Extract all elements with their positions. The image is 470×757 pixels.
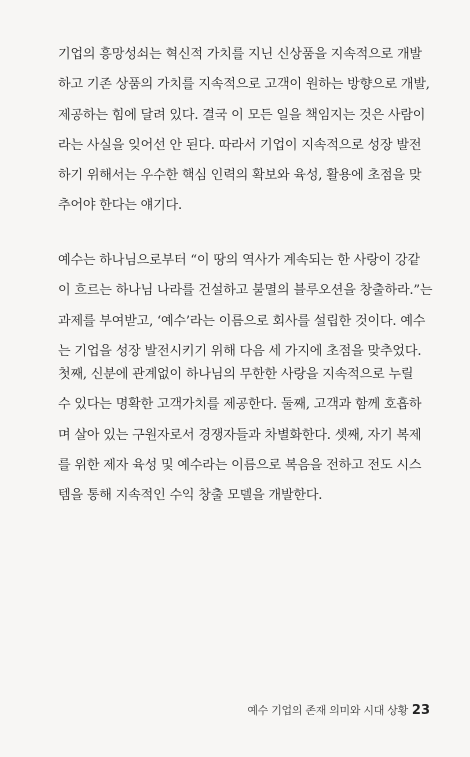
paragraph-1 — [58, 40, 442, 222]
text-line: 제공하는 힘에 달려 있다. 결국 이 모든 일을 책임지는 것은 사람이 — [58, 107, 426, 123]
text-line: 는 기업을 성장 발전시키기 위해 다음 세 가지에 초점을 맞추었다. — [58, 343, 422, 359]
text-line: 이 흐르는 하나님 나라를 건설하고 불멸의 블루오션을 창출하라.”는 — [58, 283, 433, 299]
text-line: 라는 사실을 잊어선 안 된다. 따라서 기업이 지속적으로 성장 발전 — [58, 137, 422, 153]
text-line: 를 위한 제자 육성 및 예수라는 이름으로 복음을 전하고 전도 시스 — [58, 457, 422, 473]
paragraph-3 — [58, 360, 442, 511]
text-line: 템을 통해 지속적인 수익 창출 모델을 개발한다. — [58, 488, 323, 504]
text-line: 예수는 하나님으로부터 “이 땅의 역사가 계속되는 한 사랑이 강같 — [58, 253, 420, 268]
text-line: 첫째, 신분에 관계없이 하나님의 무한한 사랑을 지속적으로 누릴 — [58, 367, 414, 382]
page-footer — [247, 702, 430, 718]
text-line: 추어야 한다는 얘기다. — [58, 198, 182, 214]
running-title: 예수 기업의 존재 의미와 시대 상황 — [247, 704, 408, 717]
text-line: 과제를 부여받고, ‘예수’라는 이름으로 회사를 설립한 것이다. 예수 — [58, 313, 426, 329]
text-line: 며 살아 있는 구원자로서 경쟁자들과 차별화한다. 셋째, 자기 복제 — [58, 427, 422, 443]
text-line: 하고 기존 상품의 가치를 지속적으로 고객이 원하는 방향으로 개발, — [58, 77, 430, 93]
text-line: 하기 위해서는 우수한 핵심 인력의 확보와 육성, 활용에 초점을 맞 — [58, 168, 422, 184]
page-number: 23 — [411, 703, 430, 718]
text-line: 수 있다는 명확한 고객가치를 제공한다. 둘째, 고객과 함께 호흡하 — [58, 397, 422, 413]
paragraph-2 — [58, 246, 442, 367]
text-line: 기업의 흥망성쇠는 혁신적 가치를 지닌 신상품을 지속적으로 개발 — [58, 47, 422, 62]
